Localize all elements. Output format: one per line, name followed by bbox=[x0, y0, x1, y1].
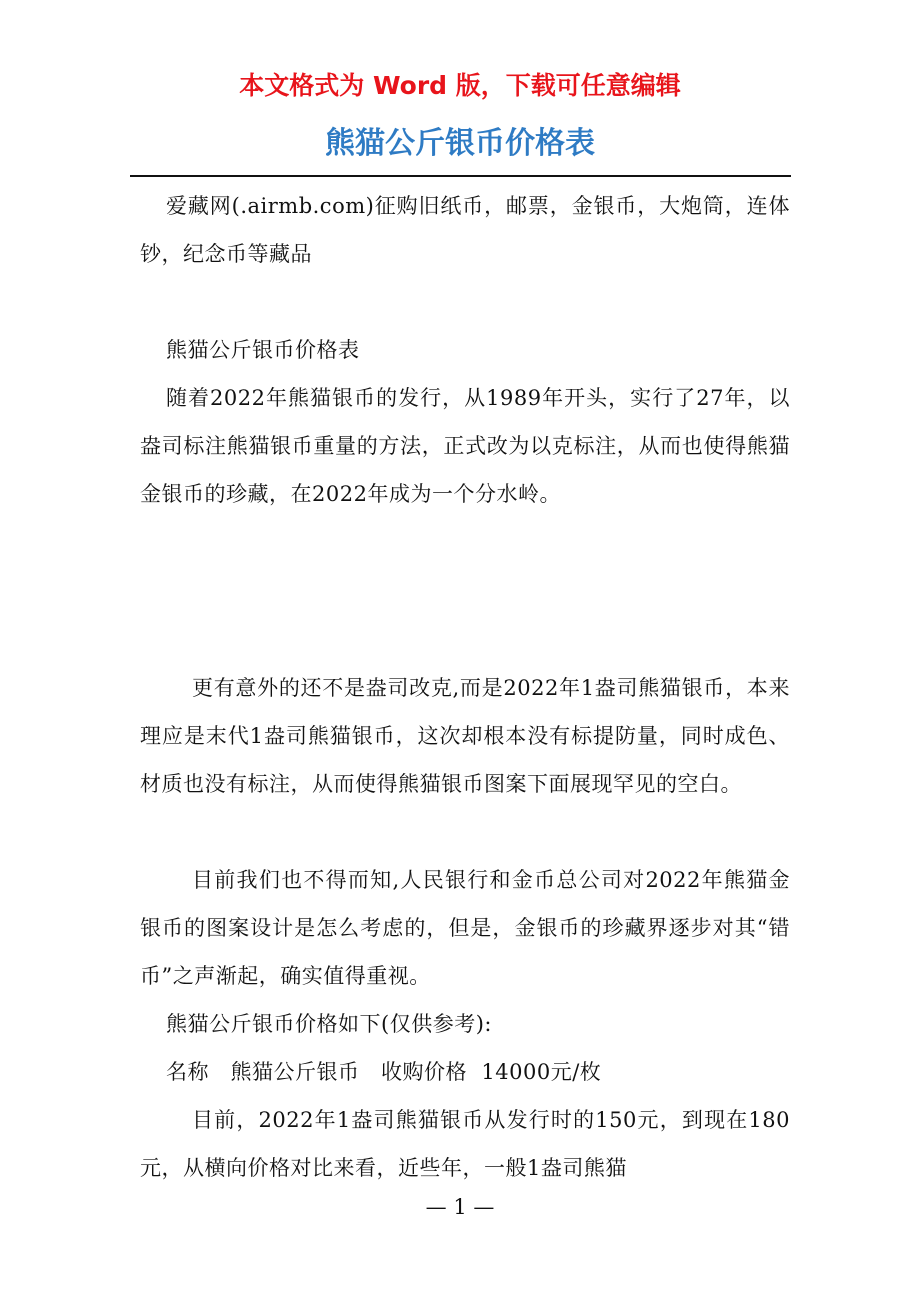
paragraph-price-trend: 目前，2022年1盎司熊猫银币从发行时的150元，到现在180元，从横向价格对比来看，近些年，一般1盎司熊猫 bbox=[140, 1108, 790, 1180]
page-title: 熊猫公斤银币价格表 bbox=[325, 126, 595, 161]
price-row: 名称 熊猫公斤银币 收购价格 14000元/枚 bbox=[166, 1060, 602, 1084]
title-divider bbox=[130, 175, 791, 177]
format-notice-banner: 本文格式为 Word 版，下载可任意编辑 bbox=[239, 71, 681, 100]
paragraph-price-intro: 熊猫公斤银币价格如下(仅供参考): bbox=[166, 1012, 492, 1036]
paragraph-subtitle: 熊猫公斤银币价格表 bbox=[166, 338, 360, 362]
paragraph-intro: 爱藏网(.airmb.com)征购旧纸币，邮票，金银币，大炮筒，连体钞，纪念币等藏品 bbox=[140, 194, 790, 266]
page-number: — 1 — bbox=[425, 1195, 495, 1219]
paragraph-background: 随着2022年熊猫银币的发行，从1989年开头，实行了27年，以盎司标注熊猫银币重量的方法，正式改为以克标注，从而也使得熊猫金银币的珍藏，在2022年成为一个分水岭。 bbox=[140, 386, 790, 506]
paragraph-design-question: 目前我们也不得而知,人民银行和金币总公司对2022年熊猫金银币的图案设计是怎么考虑的，但是，金银币的珍藏界逐步对其“错币”之声渐起，确实值得重视。 bbox=[140, 868, 790, 988]
paragraph-no-weight-mark: 更有意外的还不是盎司改克,而是2022年1盎司熊猫银币，本来理应是末代1盎司熊猫银币，这次却根本没有标提防量，同时成色、材质也没有标注，从而使得熊猫银币图案下面展现罕见的空白。 bbox=[140, 676, 790, 796]
